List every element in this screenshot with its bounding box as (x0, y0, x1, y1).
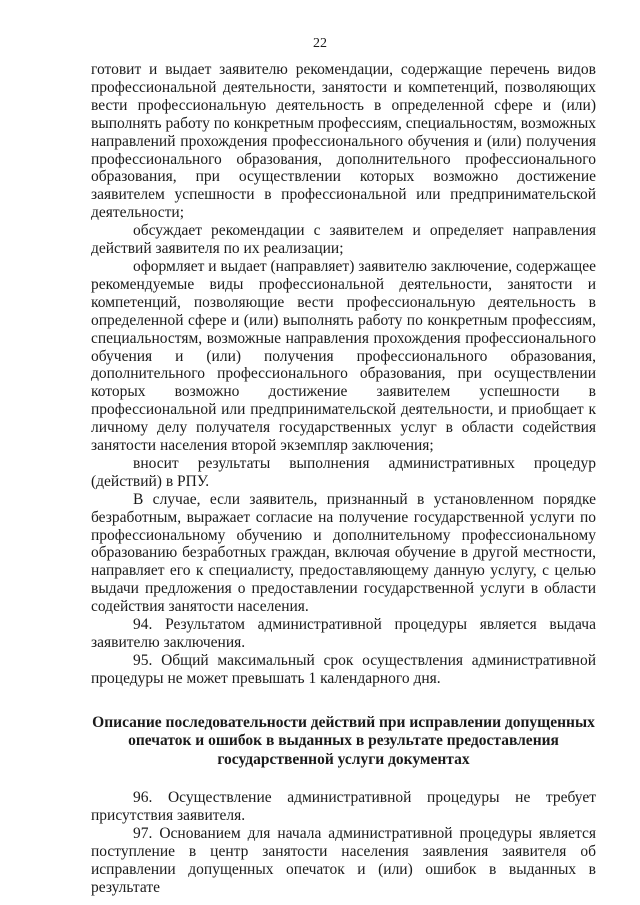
paragraph-discuss-recommendations: обсуждает рекомендации с заявителем и определяет направления действий заявителя по их реализации; (91, 222, 596, 258)
paragraph-issue-conclusion: оформляет и выдает (направляет) заявителю заключение, содержащее рекомендуемые виды профессиональной деятельности, занятости и компетенций, позволяющие вести профессиональную деятельность в определенной сфере и (или) выполнять работу по конкретным профессиям, специальностям, возможные направления прохождения профессионального обучения и (или) получения профессионального образования, дополнительного профессионального образования, при осуществлении которых возможно достижение заявителем успешности в профессиональной или предпринимательской деятельности, и приобщает к личному делу получателя государственных услуг в области содействия занятости населения второй экземпляр заключения; (91, 257, 596, 455)
paragraph-enter-results: вносит результаты выполнения административных процедур (действий) в РПУ. (91, 454, 596, 490)
paragraph-unemployed-case: В случае, если заявитель, признанный в установленном порядке безработным, выражает согласие на получение государственной услуги по профессиональному обучению и дополнительному профессиональному образованию безработных граждан, включая обучение в другой местности, направляет его к специалисту, предоставляющему данную услугу, с целью выдачи предложения о предоставлении государственной услуги в области содействия занятости населения. (91, 490, 596, 616)
paragraph-95: 95. Общий максимальный срок осуществления административной процедуры не может превышать 1 календарного дня. (91, 651, 596, 687)
document-body (91, 61, 596, 897)
paragraph-97: 97. Основанием для начала административной процедуры является поступление в центр занятости населения заявления заявителя об исправлении допущенных опечаток и (или) ошибок в выданных в результате (91, 825, 596, 896)
paragraph-96: 96. Осуществление административной процедуры не требует присутствия заявителя. (91, 789, 596, 825)
section-heading: Описание последовательности действий при исправлении допущенных опечаток и ошибок в выданных в результате предоставления государственной услуги документах (92, 713, 595, 768)
paragraph-94: 94. Результатом административной процедуры является выдача заявителю заключения. (91, 616, 596, 651)
paragraph-recommendations-continued: готовит и выдает заявителю рекомендации, содержащие перечень видов профессиональной деятельности, занятости и компетенций, позволяющих вести профессиональную деятельность в определенной сфере и (или) выполнять работу по конкретным профессиям, специальностям, возможных направлений прохождения профессионального обучения и (или) получения профессионального образования, дополнительного профессионального образования, при осуществлении которых возможно достижение заявителем успешности в профессиональной или предпринимательской деятельности; (91, 61, 596, 222)
page-number: 22 (313, 36, 327, 51)
